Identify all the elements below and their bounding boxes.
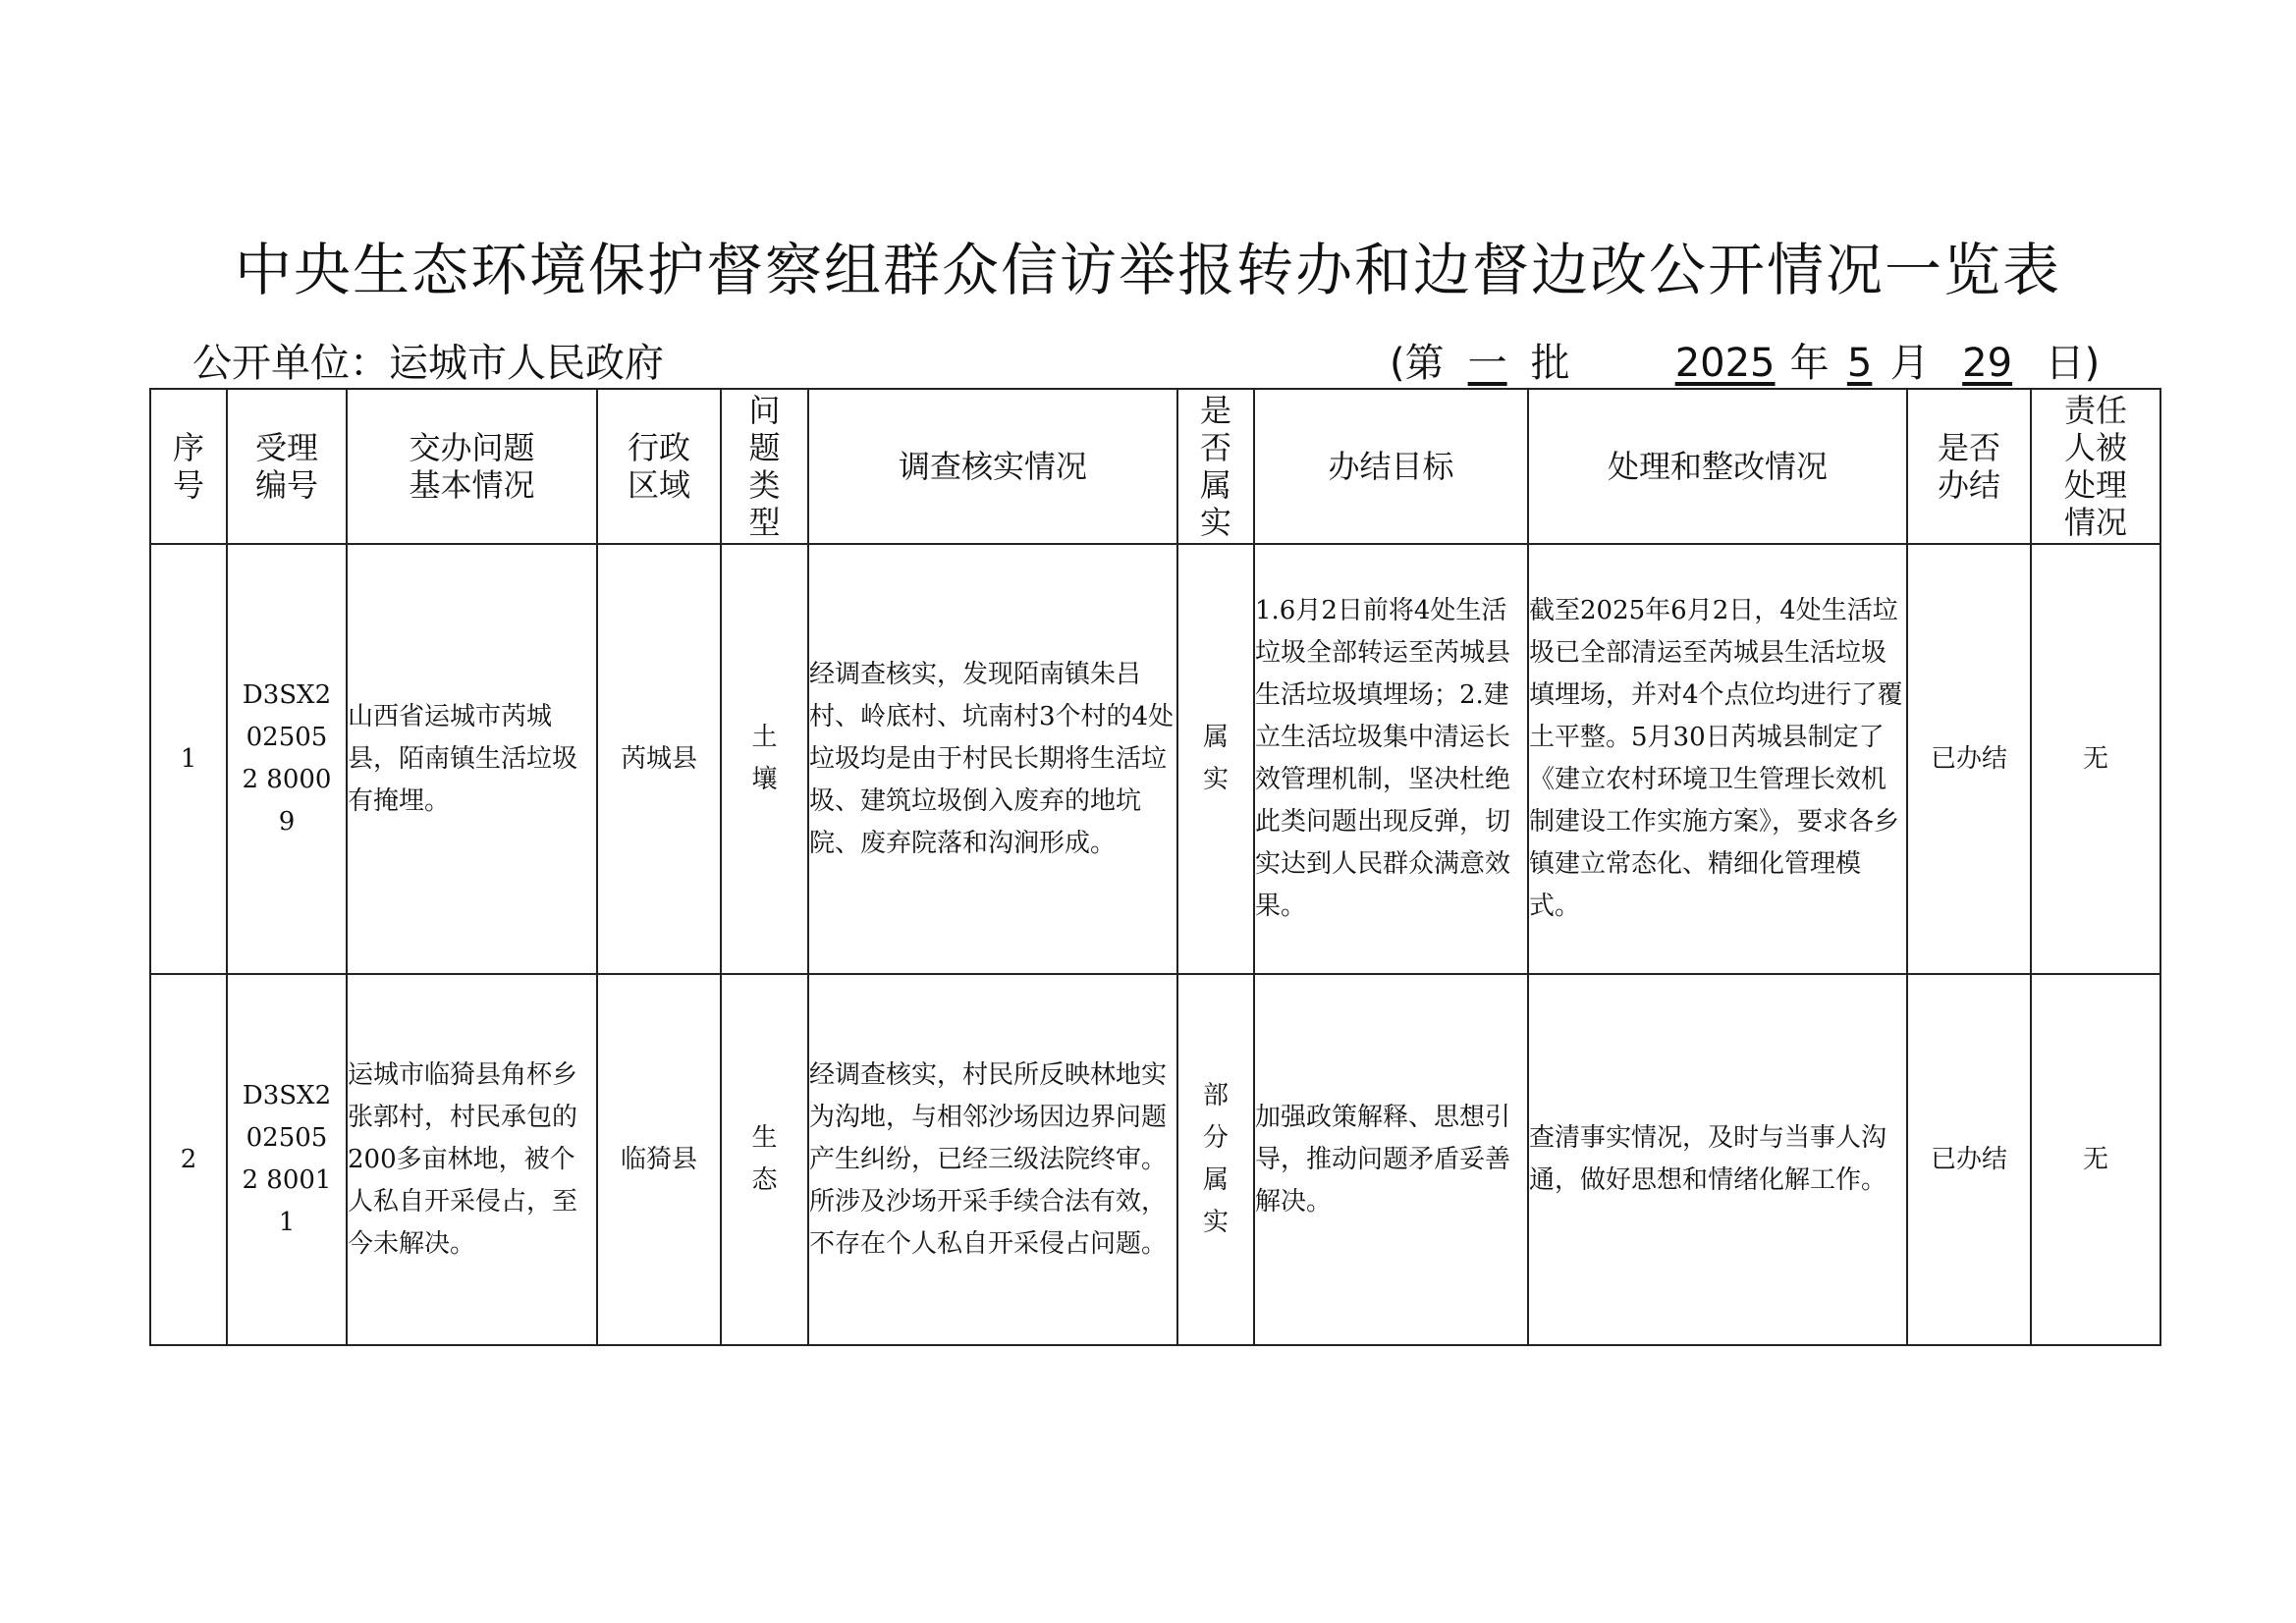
table-header-row (150, 389, 2160, 544)
header-goal: 办结目标 (1254, 389, 1528, 544)
cell-code: D3SX2025052 80011 (227, 974, 347, 1345)
cell-code: D3SX2025052 80009 (227, 544, 347, 974)
header-investigation: 调查核实情况 (808, 389, 1177, 544)
batch-word: 批 (1530, 341, 1570, 386)
batch-year: 2025 (1674, 341, 1776, 386)
cell-seq: 1 (150, 544, 227, 974)
cell-closed: 已办结 (1907, 974, 2031, 1345)
header-handling: 处理和整改情况 (1528, 389, 1907, 544)
cell-region: 芮城县 (597, 544, 721, 974)
batch-day-word: 日) (2045, 341, 2101, 386)
cell-closed: 已办结 (1907, 544, 2031, 974)
batch-date-line (1390, 332, 2100, 388)
batch-day: 29 (1962, 341, 2013, 386)
cell-region: 临猗县 (597, 974, 721, 1345)
batch-number: 一 (1467, 341, 1507, 386)
cell-issue: 山西省运城市芮城县，陌南镇生活垃圾有掩埋。 (347, 544, 597, 974)
cell-accountability: 无 (2031, 974, 2160, 1345)
batch-year-word: 年 (1789, 341, 1830, 386)
header-issue: 交办问题基本情况 (347, 389, 597, 544)
header-accountability: 责任人被处理情况 (2031, 389, 2160, 544)
disclosure-table (149, 388, 2161, 1346)
page-title: 中央生态环境保护督察组群众信访举报转办和边督边改公开情况一览表 (234, 237, 2061, 303)
cell-goal: 1.6月2日前将4处生活垃圾全部转运至芮城县生活垃圾填埋场；2.建立生活垃圾集中清运长效管理机制，坚决杜绝此类问题出现反弹，切实达到人民群众满意效果。 (1254, 544, 1528, 974)
header-verified: 是否属实 (1177, 389, 1254, 544)
cell-type: 土壤 (721, 544, 808, 974)
cell-handling: 查清事实情况，及时与当事人沟通，做好思想和情绪化解工作。 (1528, 974, 1907, 1345)
cell-goal: 加强政策解释、思想引导，推动问题矛盾妥善解决。 (1254, 974, 1528, 1345)
publishing-unit: 公开单位：运城市人民政府 (192, 341, 664, 386)
batch-open: (第 (1390, 341, 1445, 386)
cell-accountability: 无 (2031, 544, 2160, 974)
header-seq: 序号 (150, 389, 227, 544)
header-type: 问题类型 (721, 389, 808, 544)
cell-issue: 运城市临猗县角杯乡张郭村，村民承包的200多亩林地，被个人私自开采侵占，至今未解决。 (347, 974, 597, 1345)
table-row (150, 974, 2160, 1345)
table-row (150, 544, 2160, 974)
cell-seq: 2 (150, 974, 227, 1345)
cell-investigation: 经调查核实，村民所反映林地实为沟地，与相邻沙场因边界问题产生纠纷，已经三级法院终审。所涉及沙场开采手续合法有效，不存在个人私自开采侵占问题。 (808, 974, 1177, 1345)
cell-verified: 属实 (1177, 544, 1254, 974)
header-code: 受理编号 (227, 389, 347, 544)
cell-investigation: 经调查核实，发现陌南镇朱吕村、岭底村、坑南村3个村的4处垃圾均是由于村民长期将生活垃圾、建筑垃圾倒入废弃的地坑院、废弃院落和沟涧形成。 (808, 544, 1177, 974)
batch-month-word: 月 (1889, 341, 1930, 386)
cell-type: 生态 (721, 974, 808, 1345)
header-closed: 是否办结 (1907, 389, 2031, 544)
cell-verified: 部分属实 (1177, 974, 1254, 1345)
batch-month: 5 (1846, 341, 1873, 386)
header-region: 行政区域 (597, 389, 721, 544)
cell-handling: 截至2025年6月2日，4处生活垃圾已全部清运至芮城县生活垃圾填埋场，并对4个点位均进行了覆土平整。5月30日芮城县制定了《建立农村环境卫生管理长效机制建设工作实施方案》，要求各乡镇建立常态化、精细化管理模式。 (1528, 544, 1907, 974)
